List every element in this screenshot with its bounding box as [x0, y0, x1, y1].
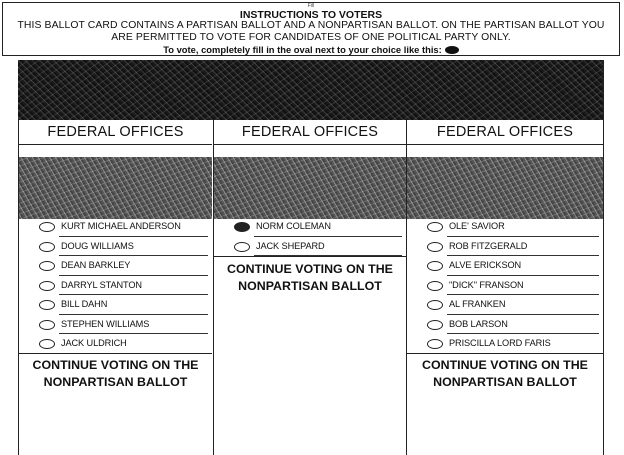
candidate-list: [407, 217, 603, 354]
candidate-row[interactable]: [407, 315, 603, 335]
candidate-row[interactable]: [19, 276, 212, 296]
instructions-howto: [3, 44, 619, 55]
candidate-name: STEPHEN WILLIAMS: [61, 318, 150, 329]
column-heading: FEDERAL OFFICES: [214, 120, 406, 145]
candidate-list: [214, 217, 406, 256]
vote-oval[interactable]: [39, 300, 55, 310]
divider: [407, 353, 603, 354]
candidate-row[interactable]: [19, 315, 212, 335]
candidate-row[interactable]: [19, 334, 212, 354]
instructions-body: THIS BALLOT CARD CONTAINS A PARTISAN BALLOT AND A NONPARTISAN BALLOT. ON THE PARTISAN BALLOT YOU ARE PERMITTED TO VOTE FOR CANDIDATES OF ONE POLITICAL PARTY ONLY.: [17, 20, 605, 43]
vote-oval[interactable]: [427, 281, 443, 291]
ballot-column-1: [19, 120, 212, 455]
obscured-race-title: [214, 157, 406, 219]
candidate-row[interactable]: [407, 217, 603, 237]
filled-oval-example-icon: [445, 46, 459, 54]
continue-voting-notice: CONTINUE VOTING ON THE NONPARTISAN BALLOT: [32, 358, 199, 389]
continue-voting-notice: CONTINUE VOTING ON THE NONPARTISAN BALLOT: [227, 262, 393, 293]
column-heading: FEDERAL OFFICES: [407, 120, 603, 145]
candidate-name: JACK SHEPARD: [256, 240, 325, 251]
candidate-name: DARRYL STANTON: [61, 279, 142, 290]
candidate-row[interactable]: [19, 237, 212, 257]
candidate-row[interactable]: [19, 256, 212, 276]
candidate-name: KURT MICHAEL ANDERSON: [61, 221, 181, 231]
candidate-name: NORM COLEMAN: [256, 221, 331, 231]
continue-voting-notice: CONTINUE VOTING ON THE NONPARTISAN BALLOT: [422, 358, 588, 389]
vote-oval[interactable]: [234, 242, 250, 252]
candidate-name: ROB FITZGERALD: [449, 240, 528, 251]
candidate-row[interactable]: [407, 334, 603, 354]
vote-oval-filled[interactable]: [234, 222, 250, 232]
vote-oval[interactable]: [427, 300, 443, 310]
instructions-title: INSTRUCTIONS TO VOTERS: [239, 9, 383, 21]
instructions-howto-text: To vote, completely fill in the oval next to your choice like this:: [163, 44, 442, 55]
vote-oval[interactable]: [39, 339, 55, 349]
vote-oval[interactable]: [39, 261, 55, 271]
divider: [19, 353, 212, 354]
candidate-name: "DICK" FRANSON: [449, 279, 524, 290]
candidate-row[interactable]: [214, 217, 406, 237]
obscured-header-band: [18, 60, 603, 120]
divider: [214, 256, 406, 257]
candidate-name: JACK ULDRICH: [61, 338, 127, 348]
vote-oval[interactable]: [39, 281, 55, 291]
candidate-list: [19, 217, 212, 354]
candidate-name: ALVE ERICKSON: [449, 260, 522, 270]
candidate-name: AL FRANKEN: [449, 299, 506, 309]
candidate-name: PRISCILLA LORD FARIS: [449, 338, 551, 348]
candidate-name: BILL DAHN: [61, 299, 108, 309]
voter-instructions: [2, 2, 620, 56]
ballot-column-2: [213, 120, 406, 455]
vote-oval[interactable]: [427, 320, 443, 330]
vote-oval[interactable]: [39, 242, 55, 252]
ballot-column-3: [406, 120, 603, 455]
candidate-row[interactable]: [407, 295, 603, 315]
vote-oval[interactable]: [427, 339, 443, 349]
candidate-row[interactable]: [407, 237, 603, 257]
candidate-row[interactable]: [19, 217, 212, 237]
candidate-row[interactable]: [407, 276, 603, 296]
column-heading: FEDERAL OFFICES: [19, 120, 212, 145]
obscured-race-title: [19, 157, 212, 219]
candidate-row[interactable]: [19, 295, 212, 315]
candidate-name: DOUG WILLIAMS: [61, 240, 134, 251]
candidate-row[interactable]: [407, 256, 603, 276]
instructions-marker-text: Fill: [307, 3, 315, 9]
vote-oval[interactable]: [427, 222, 443, 232]
candidate-row[interactable]: [214, 237, 406, 257]
obscured-race-title: [407, 157, 603, 219]
vote-oval[interactable]: [39, 320, 55, 330]
candidate-name: DEAN BARKLEY: [61, 260, 131, 270]
vote-oval[interactable]: [427, 242, 443, 252]
vote-oval[interactable]: [39, 222, 55, 232]
candidate-name: OLE' SAVIOR: [449, 221, 505, 231]
vote-oval[interactable]: [427, 261, 443, 271]
candidate-name: BOB LARSON: [449, 318, 508, 329]
